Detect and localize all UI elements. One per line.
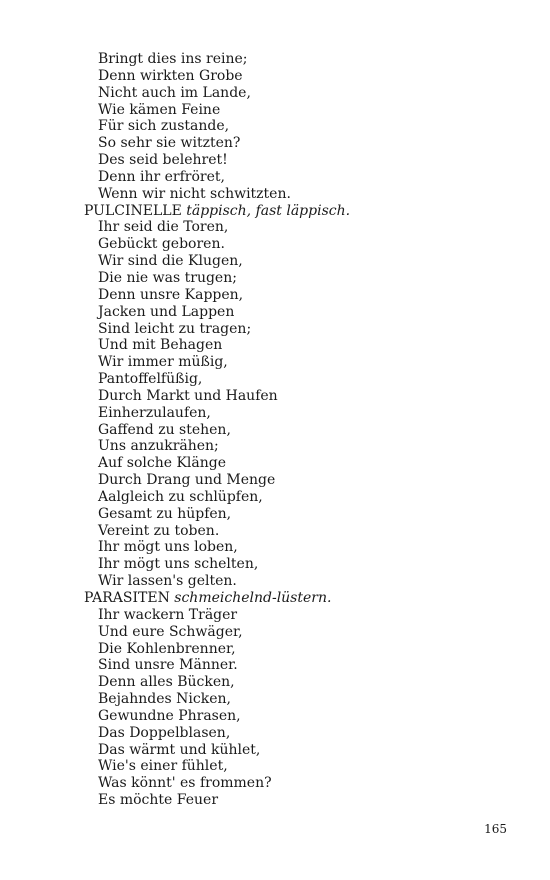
- verse-line: Gewundne Phrasen,: [98, 707, 241, 724]
- stage-direction: täppisch, fast läppisch.: [186, 202, 351, 219]
- verse-line: Wie kämen Feine: [98, 101, 221, 118]
- verse-line: So sehr sie witzten?: [98, 135, 241, 152]
- verse-line: Die Kohlenbrenner,: [98, 640, 236, 657]
- speaker-name: PARASITEN: [84, 590, 170, 606]
- verse-line: Gaffend zu stehen,: [98, 421, 231, 438]
- verse-line: Wenn wir nicht schwitzten.: [98, 185, 291, 202]
- verse-line: Das Doppelblasen,: [98, 724, 231, 741]
- verse-line: Die nie was trugen;: [98, 269, 237, 286]
- verse-line: Einherzulaufen,: [98, 404, 211, 421]
- verse-line: Und eure Schwäger,: [98, 623, 243, 640]
- verse-line: Aalgleich zu schlüpfen,: [98, 488, 263, 505]
- verse-line: Wir immer müßig,: [98, 354, 228, 371]
- verse-line: Denn alles Bücken,: [98, 674, 235, 691]
- verse-line: Für sich zustande,: [98, 118, 230, 135]
- verse-line: Sind unsre Männer.: [98, 657, 238, 674]
- verse-line: Pantoffelfüßig,: [98, 371, 203, 388]
- verse-line: Bejahndes Nicken,: [98, 691, 231, 708]
- verse-line: Wir lassen's gelten.: [98, 573, 237, 590]
- speaker-line: [84, 203, 514, 220]
- verse-line: Ihr wackern Träger: [98, 606, 238, 623]
- verse-line: Uns anzukrähen;: [98, 438, 219, 455]
- verse-line: Ihr mögt uns schelten,: [98, 556, 259, 573]
- page-number: 165: [484, 822, 507, 836]
- stage-direction: schmeichelnd-lüstern.: [174, 590, 332, 606]
- verse-line: Bringt dies ins reine;: [98, 51, 248, 67]
- verse-line: Ihr seid die Toren,: [98, 219, 229, 236]
- verse-line: Sind leicht zu tragen;: [98, 320, 252, 337]
- verse-line: Was könnt' es frommen?: [98, 775, 272, 792]
- verse-line: Wir sind die Klugen,: [98, 253, 243, 270]
- verse-line: Nicht auch im Lande,: [98, 84, 251, 101]
- verse-line: Durch Drang und Menge: [98, 472, 276, 489]
- verse-line: Gesamt zu hüpfen,: [98, 505, 232, 522]
- verse-line: Durch Markt und Haufen: [98, 387, 278, 404]
- drama-text: [84, 51, 514, 809]
- speaker-name: PULCINELLE: [84, 202, 182, 219]
- verse-line: Wie's einer fühlet,: [98, 758, 228, 775]
- verse-line: Vereint zu toben.: [98, 522, 220, 539]
- verse-line: Des seid belehret!: [98, 152, 228, 169]
- speaker-line: [84, 590, 514, 607]
- verse-line: Ihr mögt uns loben,: [98, 539, 238, 556]
- verse-line: Denn wirkten Grobe: [98, 67, 243, 84]
- verse-line: Und mit Behagen: [98, 337, 223, 354]
- verse-line: Jacken und Lappen: [98, 303, 235, 320]
- verse-line: Auf solche Klänge: [98, 455, 226, 472]
- verse-line: Das wärmt und kühlet,: [98, 741, 261, 758]
- verse-line: Denn unsre Kappen,: [98, 286, 244, 303]
- verse-line: Es möchte Feuer: [98, 792, 219, 809]
- verse-line: Denn ihr erfröret,: [98, 168, 225, 185]
- verse-line: Gebückt geboren.: [98, 236, 225, 253]
